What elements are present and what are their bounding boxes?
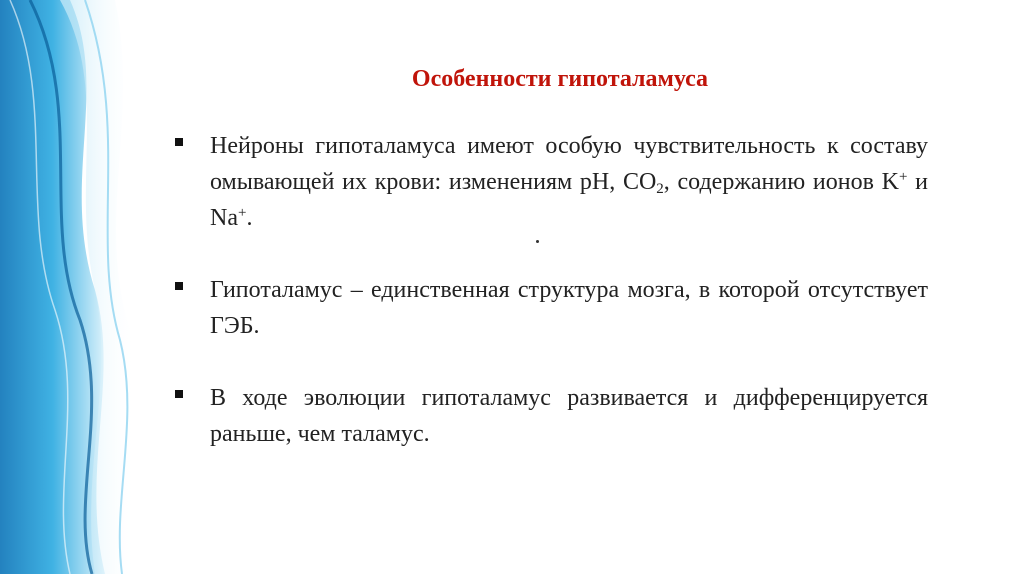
bullet-list — [172, 128, 928, 488]
subscript: 2 — [656, 181, 664, 197]
superscript: + — [898, 169, 908, 185]
square-bullet-icon — [175, 282, 183, 290]
bullet-text: Нейроны гипоталамуса имеют особую чувствительность к составу омывающей их крови: изменениям pH, $CO_2$, содержанию ионов K+ и Na+. — [210, 133, 928, 231]
slide-title: Особенности гипоталамуса — [411, 66, 709, 92]
bullet-text: В ходе эволюции гипоталамус развивается и дифференцируется раньше, чем таламус. — [210, 385, 928, 447]
square-bullet-icon — [175, 390, 183, 398]
stray-dot — [536, 240, 539, 243]
square-bullet-icon — [175, 138, 183, 146]
bullet-item — [172, 272, 928, 344]
bullet-item — [172, 380, 928, 452]
superscript: + — [237, 205, 247, 221]
bullet-text: Гипоталамус – единственная структура мозга, в которой отсутствует ГЭБ. — [210, 277, 928, 339]
bullet-item — [172, 128, 928, 236]
